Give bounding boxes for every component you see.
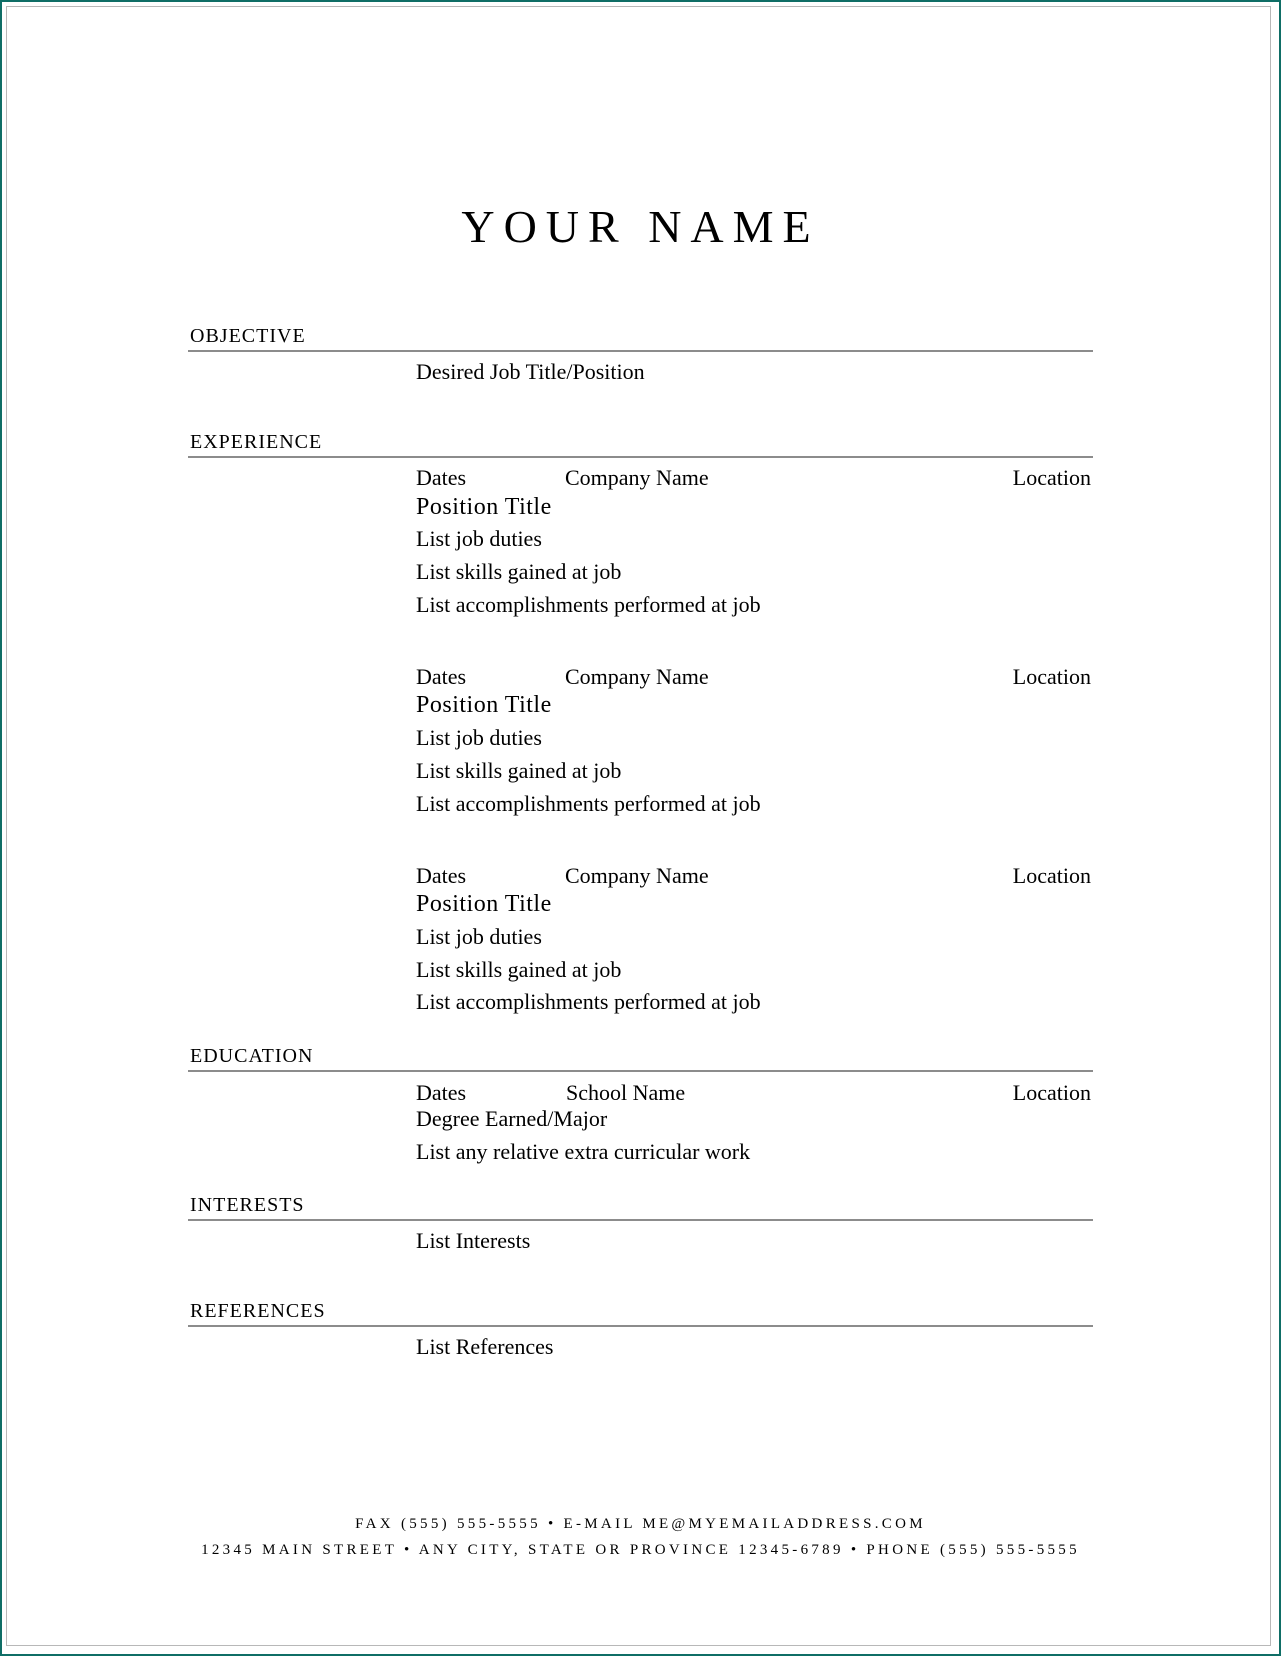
job-company: Company Name	[565, 664, 709, 689]
job-dates: Dates	[416, 863, 467, 888]
objective-rule	[188, 350, 1093, 352]
education-heading: EDUCATION	[190, 1045, 314, 1067]
footer-contact-line: FAX (555) 555-5555 • E-MAIL ME@MYEMAILADDRESS.COM	[355, 1516, 926, 1532]
education-dates: Dates	[416, 1080, 467, 1105]
job-location: Location	[1012, 863, 1091, 888]
job-location: Location	[1012, 465, 1091, 490]
resume-name: YOUR NAME	[461, 201, 820, 252]
job-position-title: Position Title	[416, 692, 552, 718]
job-dates: Dates	[416, 465, 467, 490]
job-accomplishments: List accomplishments performed at job	[416, 592, 761, 617]
job-skills: List skills gained at job	[416, 758, 622, 783]
education-rule	[188, 1070, 1093, 1072]
experience-heading: EXPERIENCE	[190, 431, 323, 453]
job-skills: List skills gained at job	[416, 957, 622, 982]
interests-text: List Interests	[416, 1228, 531, 1253]
job-duties: List job duties	[416, 725, 542, 750]
job-accomplishments: List accomplishments performed at job	[416, 989, 761, 1014]
references-heading: REFERENCES	[190, 1300, 326, 1322]
education-degree: Degree Earned/Major	[416, 1106, 608, 1131]
interests-heading: INTERESTS	[190, 1194, 305, 1216]
objective-text: Desired Job Title/Position	[416, 359, 645, 384]
references-rule	[188, 1325, 1093, 1327]
objective-heading: OBJECTIVE	[190, 325, 306, 347]
job-location: Location	[1012, 664, 1091, 689]
footer-address-line: 12345 MAIN STREET • ANY CITY, STATE OR PROVINCE 12345-6789 • PHONE (555) 555-5555	[201, 1542, 1080, 1558]
job-duties: List job duties	[416, 526, 542, 551]
interests-rule	[188, 1219, 1093, 1221]
job-position-title: Position Title	[416, 494, 552, 520]
education-school: School Name	[566, 1080, 686, 1105]
job-company: Company Name	[565, 465, 709, 490]
job-accomplishments: List accomplishments performed at job	[416, 791, 761, 816]
job-dates: Dates	[416, 664, 467, 689]
experience-rule	[188, 456, 1093, 458]
references-text: List References	[416, 1334, 554, 1359]
education-extra: List any relative extra curricular work	[416, 1139, 751, 1164]
job-company: Company Name	[565, 863, 709, 888]
job-position-title: Position Title	[416, 891, 552, 917]
job-duties: List job duties	[416, 924, 542, 949]
education-location: Location	[1012, 1080, 1091, 1105]
job-skills: List skills gained at job	[416, 559, 622, 584]
